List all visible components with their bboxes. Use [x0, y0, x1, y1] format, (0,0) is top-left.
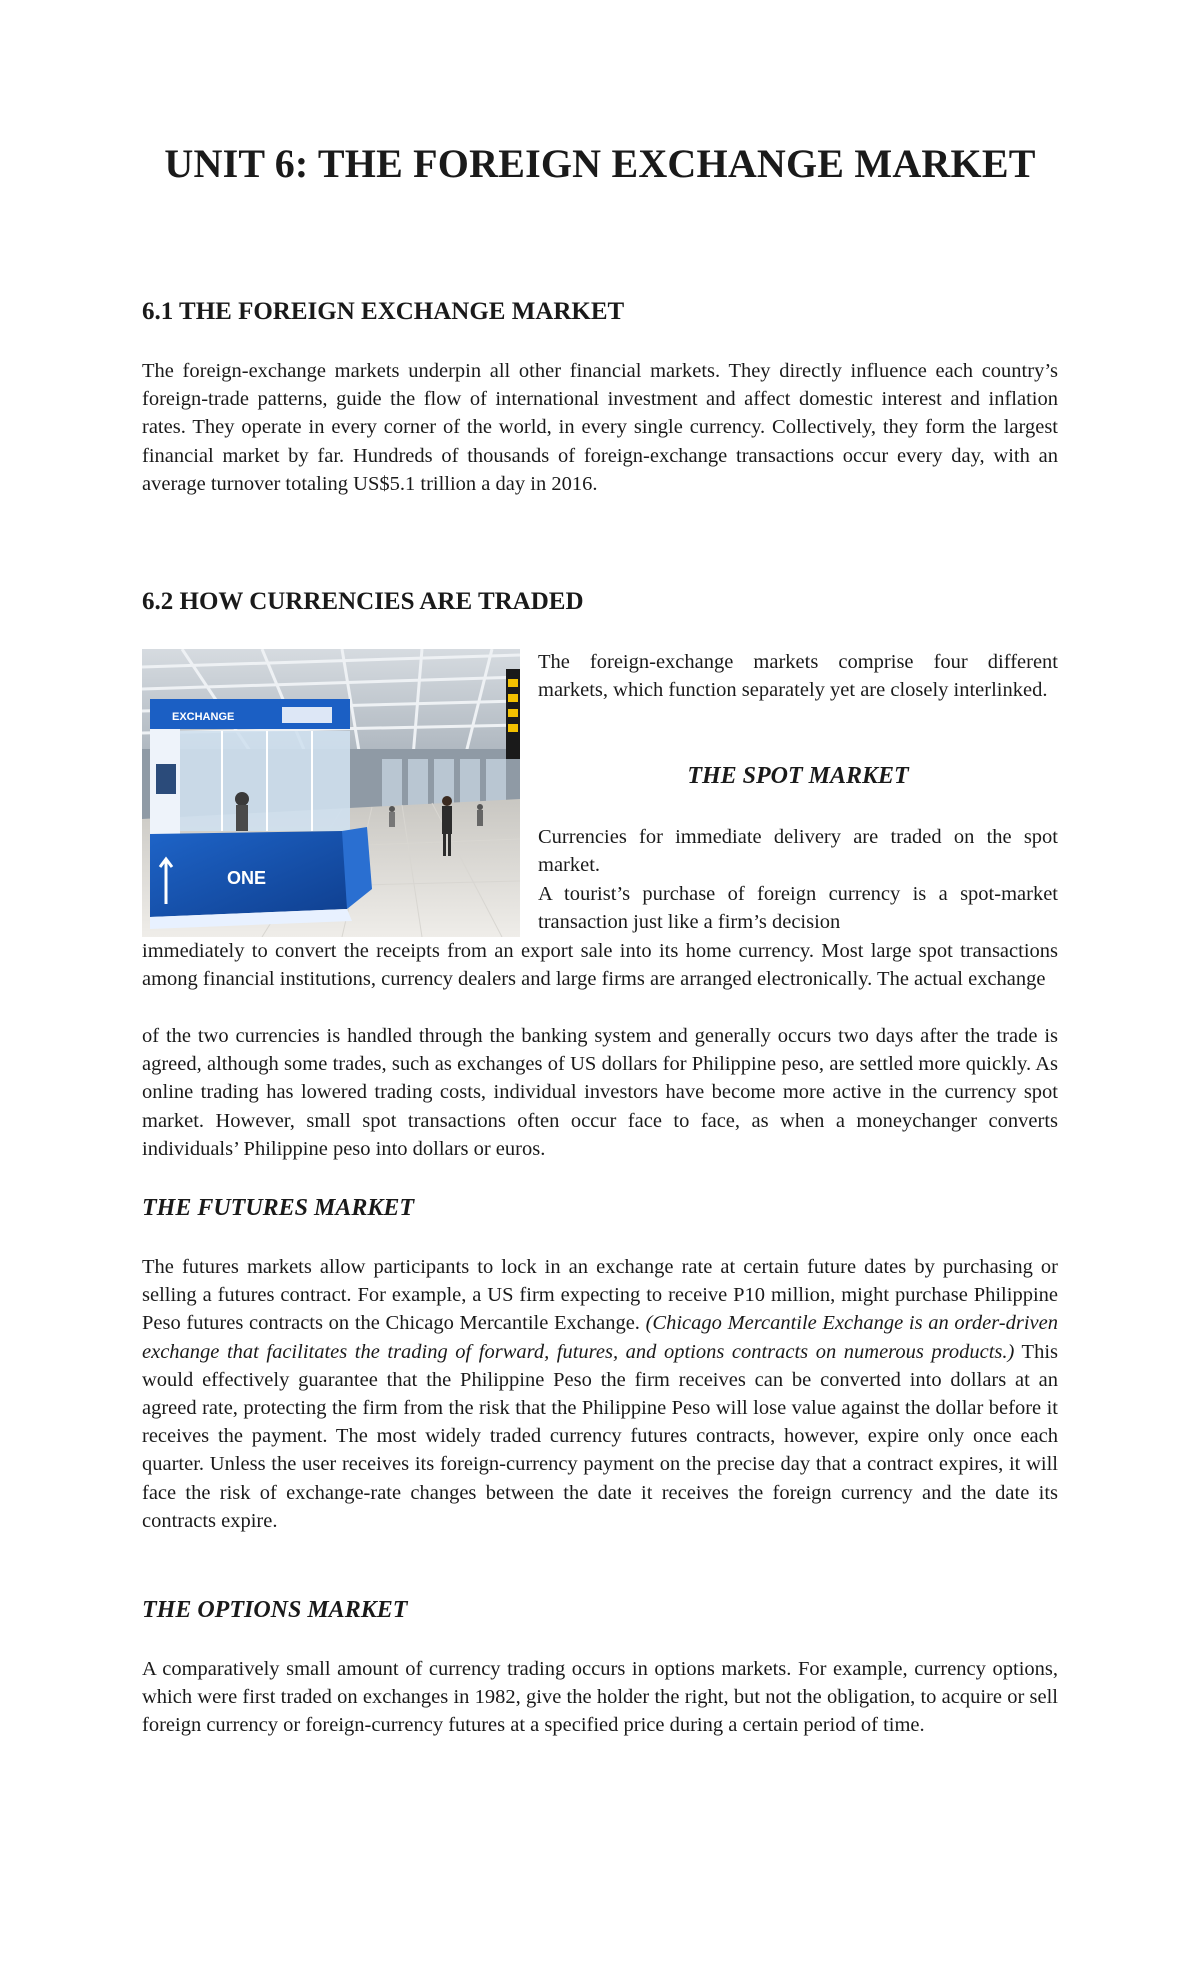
brand-logo-text: ONE [227, 868, 267, 888]
section-6-2-intro: The foreign-exchange markets comprise four different markets, which function separately yet are closely interlinked. [538, 651, 1058, 702]
futures-text-italic: (Chicago Mercantile Exchange is an order-driven exchange that facilitates the trading of forward, futures, and options contracts on numerous products.) [142, 1312, 1059, 1363]
spot-market-heading: THE SPOT MARKET [687, 763, 909, 789]
section-heading-6-2: 6.2 HOW CURRENCIES ARE TRADED [142, 588, 584, 615]
exchange-kiosk-photo [142, 649, 520, 937]
futures-market-paragraph [142, 1253, 1058, 1535]
options-market-paragraph: A comparatively small amount of currency trading occurs in options markets. For example, currency options, which were first traded on exchanges in 1982, give the holder the right, but not the obligation, to acquire or sell foreign currency or foreign-currency futures at a specified price during a certain period of time. [142, 1658, 1058, 1737]
section-6-1-paragraph: The foreign-exchange markets underpin all other financial markets. They directly influence each country’s foreign-trade patterns, guide the flow of international investment and affect domestic interest and inflation rates. They operate in every corner of the world, in every single currency. Collectively, they form the largest financial market by far. Hundreds of thousands of foreign-exchange transactions occur every day, with an average turnover totaling US$5.1 trillion a day in 2016. [142, 360, 1058, 495]
futures-market-heading: THE FUTURES MARKET [142, 1195, 415, 1221]
exchange-sign-text: EXCHANGE [172, 711, 235, 723]
spot-market-paragraph-1: Currencies for immediate delivery are traded on the spot market. [538, 826, 1058, 877]
section-heading-6-1: 6.1 THE FOREIGN EXCHANGE MARKET [142, 298, 625, 325]
spot-market-paragraph-3: of the two currencies is handled through the banking system and generally occurs two days after the trade is agreed, although some trades, such as exchanges of US dollars for Philippine peso, are settled more quickly. As online trading has lowered trading costs, individual investors have become more active in the currency spot market. However, small spot transactions often occur face to face, as when a moneychanger converts individuals’ Philippine peso into dollars or euros. [142, 1025, 1058, 1160]
futures-text-a: The futures markets allow participants to lock in an exchange rate at certain future dates by purchasing or selling a futures contract. For example, a US firm expecting to receive P10 million, might purchase Philippine Peso futures contracts on the Chicago Mercantile Exchange. [142, 1256, 1058, 1335]
futures-text-b: This would effectively guarantee that the Philippine Peso the firm receives can be converted into dollars at an agreed rate, protecting the firm from the risk that the Philippine Peso will lose value against the dollar before it receives the payment. The most widely traded currency futures contracts, however, expire only once each quarter. Unless the user receives its foreign-currency payment on the precise day that a contract expires, it will face the risk of exchange-rate changes between the date it receives the foreign currency and the date its contracts expire. [142, 1340, 1058, 1532]
spot-market-paragraph-2a: A tourist’s purchase of foreign currency is a spot-market transaction just like a firm’s decision [538, 883, 1058, 934]
options-market-heading: THE OPTIONS MARKET [142, 1597, 408, 1623]
page-title: UNIT 6: THE FOREIGN EXCHANGE MARKET [164, 141, 1036, 186]
spot-market-paragraph-2b: immediately to convert the receipts from an export sale into its home currency. Most large spot transactions among financial institutions, currency dealers and large firms are arranged electronically. The actual exchange [142, 940, 1058, 991]
